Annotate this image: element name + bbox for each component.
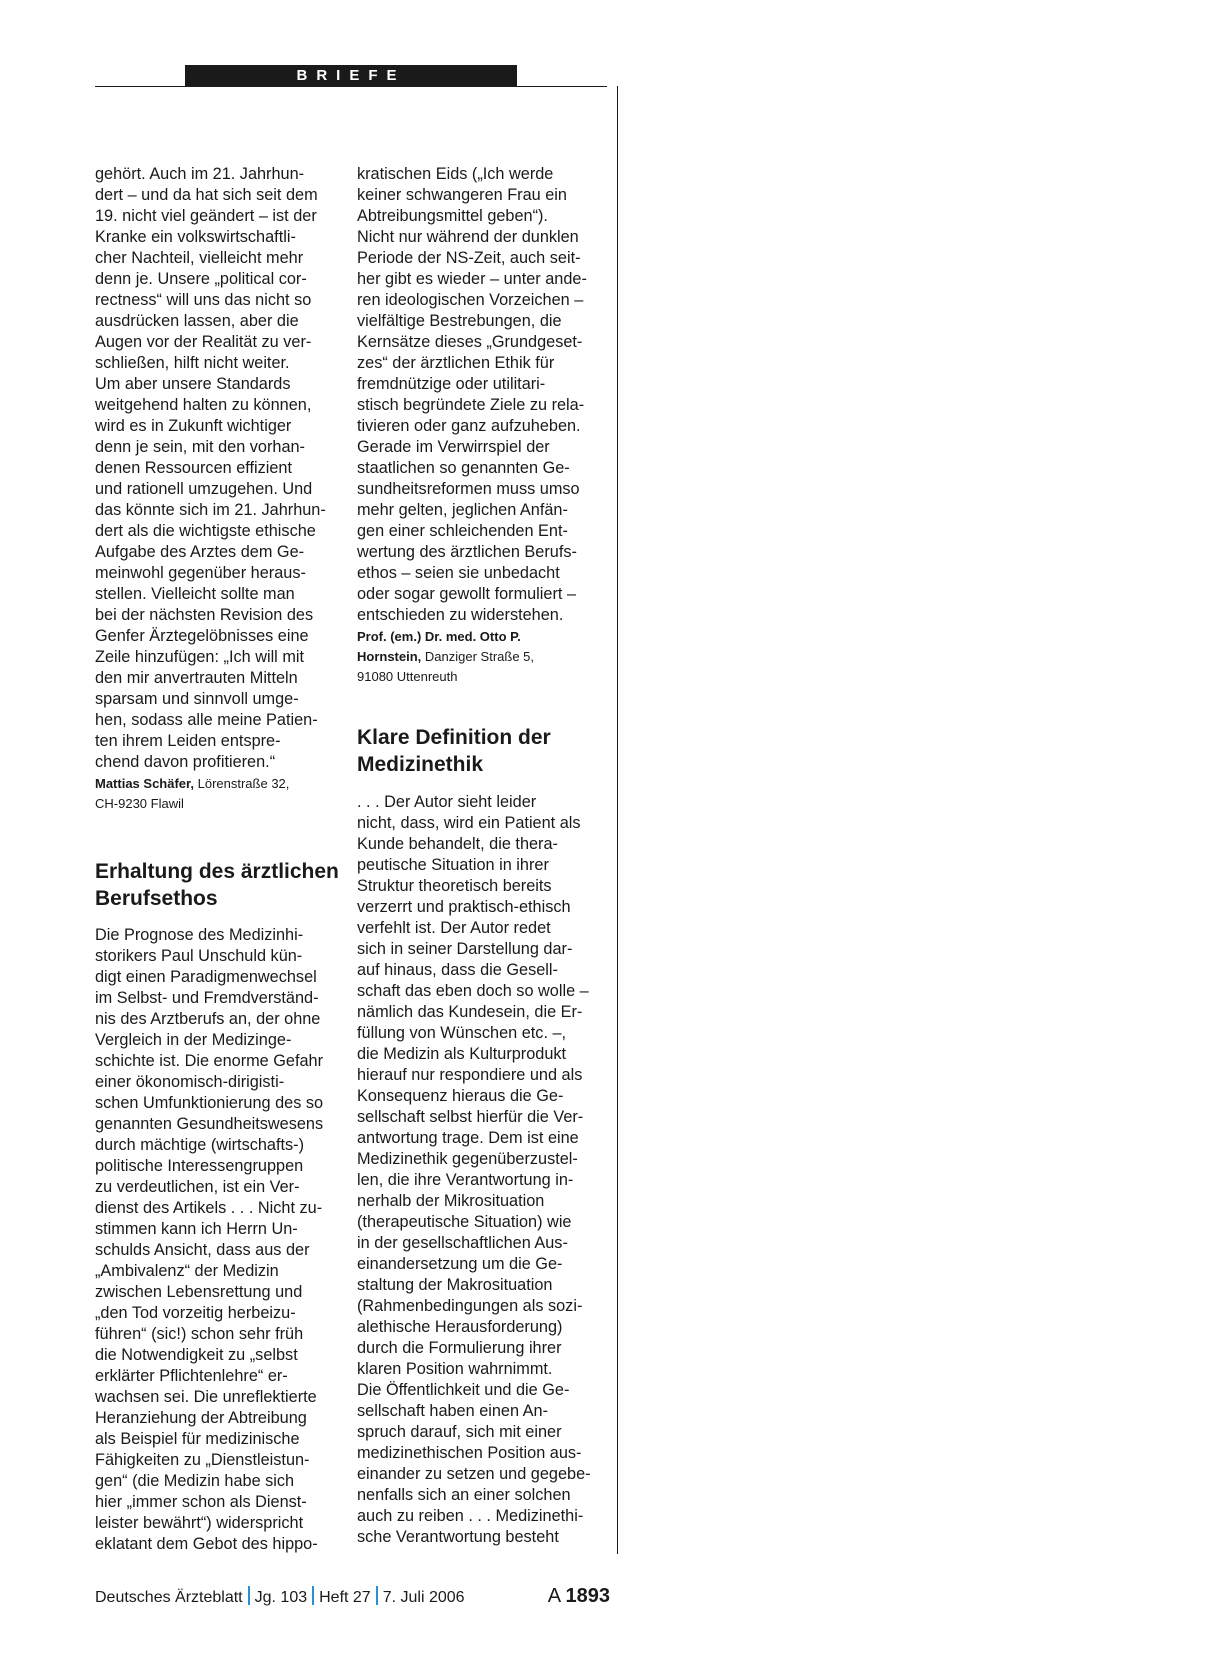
text-line: rectness“ will uns das nicht so [95,291,312,309]
letter-2-body-continued [357,164,609,626]
text-line: her gibt es wieder – unter ande- [357,270,587,288]
text-line: leister bewährt“) widerspricht [95,1514,304,1532]
signature-name: Prof. (em.) Dr. med. Otto P. [357,629,521,644]
signature-address: Lörenstraße 32, [194,776,290,791]
header-rule [95,86,607,87]
text-line: hierauf nur respondiere und als [357,1066,583,1084]
text-line: nerhalb der Mikrosituation [357,1192,545,1210]
text-line: tivieren oder ganz aufzuheben. [357,417,581,435]
text-line: auf hinaus, dass die Gesell- [357,961,558,979]
heading-line: Erhaltung des ärztlichen [95,860,339,883]
text-line: Medizinethik gegenüberzustel- [357,1150,578,1168]
text-line: medizinethischen Position aus- [357,1444,582,1462]
text-line: (therapeutische Situation) wie [357,1213,572,1231]
signature-city: CH-9230 Flawil [95,796,184,811]
text-line: Um aber unsere Standards [95,375,291,393]
text-line: wertung des ärztlichen Berufs- [357,543,577,561]
text-line: als Beispiel für medizinische [95,1430,300,1448]
journal-name: Deutsches Ärzteblatt [95,1589,243,1606]
text-line: sellschaft selbst hierfür die Ver- [357,1108,584,1126]
text-line: verzerrt und praktisch-ethisch [357,898,571,916]
text-line: „den Tod vorzeitig herbeizu- [95,1304,296,1322]
text-line: stimmen kann ich Herrn Un- [95,1220,298,1238]
text-line: die Notwendigkeit zu „selbst [95,1346,298,1364]
column-rule [617,86,618,1554]
text-line: 19. nicht viel geändert – ist der [95,207,317,225]
text-line: Abtreibungsmittel geben“). [357,207,548,225]
text-line: ethos – seien sie unbedacht [357,564,560,582]
text-line: sundheitsreformen muss umso [357,480,580,498]
text-line: staatlichen so genannten Ge- [357,459,570,477]
text-line: mehr gelten, jeglichen Anfän- [357,501,568,519]
text-line: nämlich das Kundesein, die Er- [357,1003,583,1021]
text-line: denn je. Unsere „political cor- [95,270,307,288]
text-line: entschieden zu widerstehen. [357,606,564,624]
section-title: BRIEFE [296,67,406,84]
letter-2-body [95,925,345,1555]
text-line: eklatant dem Gebot des hippo- [95,1535,318,1553]
text-line: Periode der NS-Zeit, auch seit- [357,249,581,267]
text-line: Die Prognose des Medizinhi- [95,926,304,944]
text-line: nenfalls sich an einer solchen [357,1486,571,1504]
text-line: Aufgabe des Arztes dem Ge- [95,543,305,561]
text-line: hen, sodass alle meine Patien- [95,711,318,729]
text-line: einander zu setzen und gegebe- [357,1465,591,1483]
text-line: Fähigkeiten zu „Dienstleistun- [95,1451,310,1469]
text-line: erklärter Pflichtenlehre“ er- [95,1367,288,1385]
text-line: stisch begründete Ziele zu rela- [357,396,585,414]
text-line: Augen vor der Realität zu ver- [95,333,312,351]
letter-2-signature [357,627,609,687]
text-line: das könnte sich im 21. Jahrhun- [95,501,326,519]
text-line: klaren Position wahrnimmt. [357,1360,553,1378]
text-line: storikers Paul Unschuld kün- [95,947,303,965]
text-line: staltung der Makrosituation [357,1276,553,1294]
text-line: schließen, hilft nicht weiter. [95,354,290,372]
issue-date: 7. Juli 2006 [382,1589,465,1606]
text-line: schichte ist. Die enorme Gefahr [95,1052,324,1070]
text-line: Gerade im Verwirrspiel der [357,438,550,456]
text-line: auch zu reiben . . . Medizinethi- [357,1507,584,1525]
right-column [357,164,609,1548]
text-line: (Rahmenbedingungen als sozi- [357,1297,583,1315]
text-line: kratischen Eids („Ich werde [357,165,554,183]
text-line: die Medizin als Kulturprodukt [357,1045,567,1063]
footer-separator [312,1586,314,1605]
footer-separator [248,1586,250,1605]
page-footer [95,1586,610,1610]
left-column [95,164,345,1555]
text-line: spruch darauf, sich mit einer [357,1423,562,1441]
page-number [548,1584,610,1608]
text-line: gehört. Auch im 21. Jahrhun- [95,165,305,183]
text-line: Nicht nur während der dunklen [357,228,579,246]
text-line: schulds Ansicht, dass aus der [95,1241,310,1259]
letter-3-heading [357,724,609,778]
text-line: meinwohl gegenüber heraus- [95,564,306,582]
text-line: ausdrücken lassen, aber die [95,312,299,330]
text-line: nicht, dass, wird ein Patient als [357,814,581,832]
text-line: füllung von Wünschen etc. –, [357,1024,567,1042]
volume: Jg. 103 [254,1589,308,1606]
page-prefix: A [547,1585,560,1607]
issue: Heft 27 [319,1589,371,1606]
text-line: sche Verantwortung besteht [357,1528,559,1546]
text-line: politische Interessengruppen [95,1157,304,1175]
text-line: genannten Gesundheitswesens [95,1115,324,1133]
text-line: zes“ der ärztlichen Ethik für [357,354,555,372]
text-line: bei der nächsten Revision des [95,606,314,624]
text-line: peutische Situation in ihrer [357,856,549,874]
text-line: Genfer Ärztegelöbnisses eine [95,627,309,645]
signature-address: Danziger Straße 5, [421,649,535,664]
text-line: wachsen sei. Die unreflektierte [95,1388,317,1406]
signature-name: Hornstein, [357,649,422,664]
text-line: durch die Formulierung ihrer [357,1339,562,1357]
text-line: Struktur theoretisch bereits [357,877,552,895]
section-header [185,65,517,86]
text-line: Die Öffentlichkeit und die Ge- [357,1381,570,1399]
text-line: Kranke ein volkswirtschaftli- [95,228,296,246]
letter-3-body [357,792,609,1548]
text-line: alethische Herausforderung) [357,1318,563,1336]
text-line: gen einer schleichenden Ent- [357,522,568,540]
text-line: fremdnützige oder utilitari- [357,375,546,393]
text-line: cher Nachteil, vielleicht mehr [95,249,304,267]
text-line: einandersetzung um die Ge- [357,1255,563,1273]
text-line: oder sogar gewollt formuliert – [357,585,576,603]
text-line: denen Ressourcen effizient [95,459,293,477]
heading-line: Berufsethos [95,887,218,910]
letter-1-signature [95,774,345,814]
text-line: zwischen Lebensrettung und [95,1283,303,1301]
text-line: wird es in Zukunft wichtiger [95,417,292,435]
text-line: den mir anvertrauten Mitteln [95,669,298,687]
text-line: führen“ (sic!) schon sehr früh [95,1325,304,1343]
signature-city: 91080 Uttenreuth [357,669,458,684]
text-line: ren ideologischen Vorzeichen – [357,291,584,309]
text-line: nis des Arztberufs an, der ohne [95,1010,321,1028]
text-line: denn je sein, mit den vorhan- [95,438,305,456]
text-line: stellen. Vielleicht sollte man [95,585,295,603]
text-line: verfehlt ist. Der Autor redet [357,919,551,937]
heading-line: Klare Definition der [357,726,551,749]
text-line: schaft das eben doch so wolle – [357,982,589,1000]
text-line: ten ihrem Leiden entspre- [95,732,281,750]
text-line: sich in seiner Darstellung dar- [357,940,573,958]
text-line: gen“ (die Medizin habe sich [95,1472,295,1490]
text-line: sellschaft haben einen An- [357,1402,548,1420]
footer-separator [376,1586,378,1605]
text-line: Vergleich in der Medizinge- [95,1031,292,1049]
text-line: Kernsätze dieses „Grundgeset- [357,333,583,351]
text-line: einer ökonomisch-dirigisti- [95,1073,285,1091]
text-line: chend davon profitieren.“ [95,753,276,771]
text-line: dert – und da hat sich seit dem [95,186,318,204]
text-line: zu verdeutlichen, ist ein Ver- [95,1178,300,1196]
text-line: im Selbst- und Fremdverständ- [95,989,319,1007]
text-line: schen Umfunktionierung des so [95,1094,324,1112]
text-line: vielfältige Bestrebungen, die [357,312,562,330]
text-line: digt einen Paradigmenwechsel [95,968,317,986]
text-line: hier „immer schon als Dienst- [95,1493,307,1511]
text-line: len, die ihre Verantwortung in- [357,1171,574,1189]
text-line: durch mächtige (wirtschafts-) [95,1136,305,1154]
text-line: keiner schwangeren Frau ein [357,186,567,204]
text-line: weitgehend halten zu können, [95,396,312,414]
text-line: Konsequenz hieraus die Ge- [357,1087,564,1105]
text-line: antwortung trage. Dem ist eine [357,1129,579,1147]
letter-1-body [95,164,345,773]
letter-2-heading [95,858,345,912]
text-line: in der gesellschaftlichen Aus- [357,1234,568,1252]
page-number-value: 1893 [565,1585,610,1607]
text-line: . . . Der Autor sieht leider [357,793,537,811]
text-line: Heranziehung der Abtreibung [95,1409,307,1427]
text-line: und rationell umzugehen. Und [95,480,313,498]
text-line: dienst des Artikels . . . Nicht zu- [95,1199,323,1217]
text-line: Zeile hinzufügen: „Ich will mit [95,648,305,666]
signature-name: Mattias Schäfer, [95,776,194,791]
heading-line: Medizinethik [357,753,484,776]
text-line: dert als die wichtigste ethische [95,522,316,540]
text-line: Kunde behandelt, die thera- [357,835,558,853]
text-line: sparsam und sinnvoll umge- [95,690,299,708]
text-line: „Ambivalenz“ der Medizin [95,1262,279,1280]
